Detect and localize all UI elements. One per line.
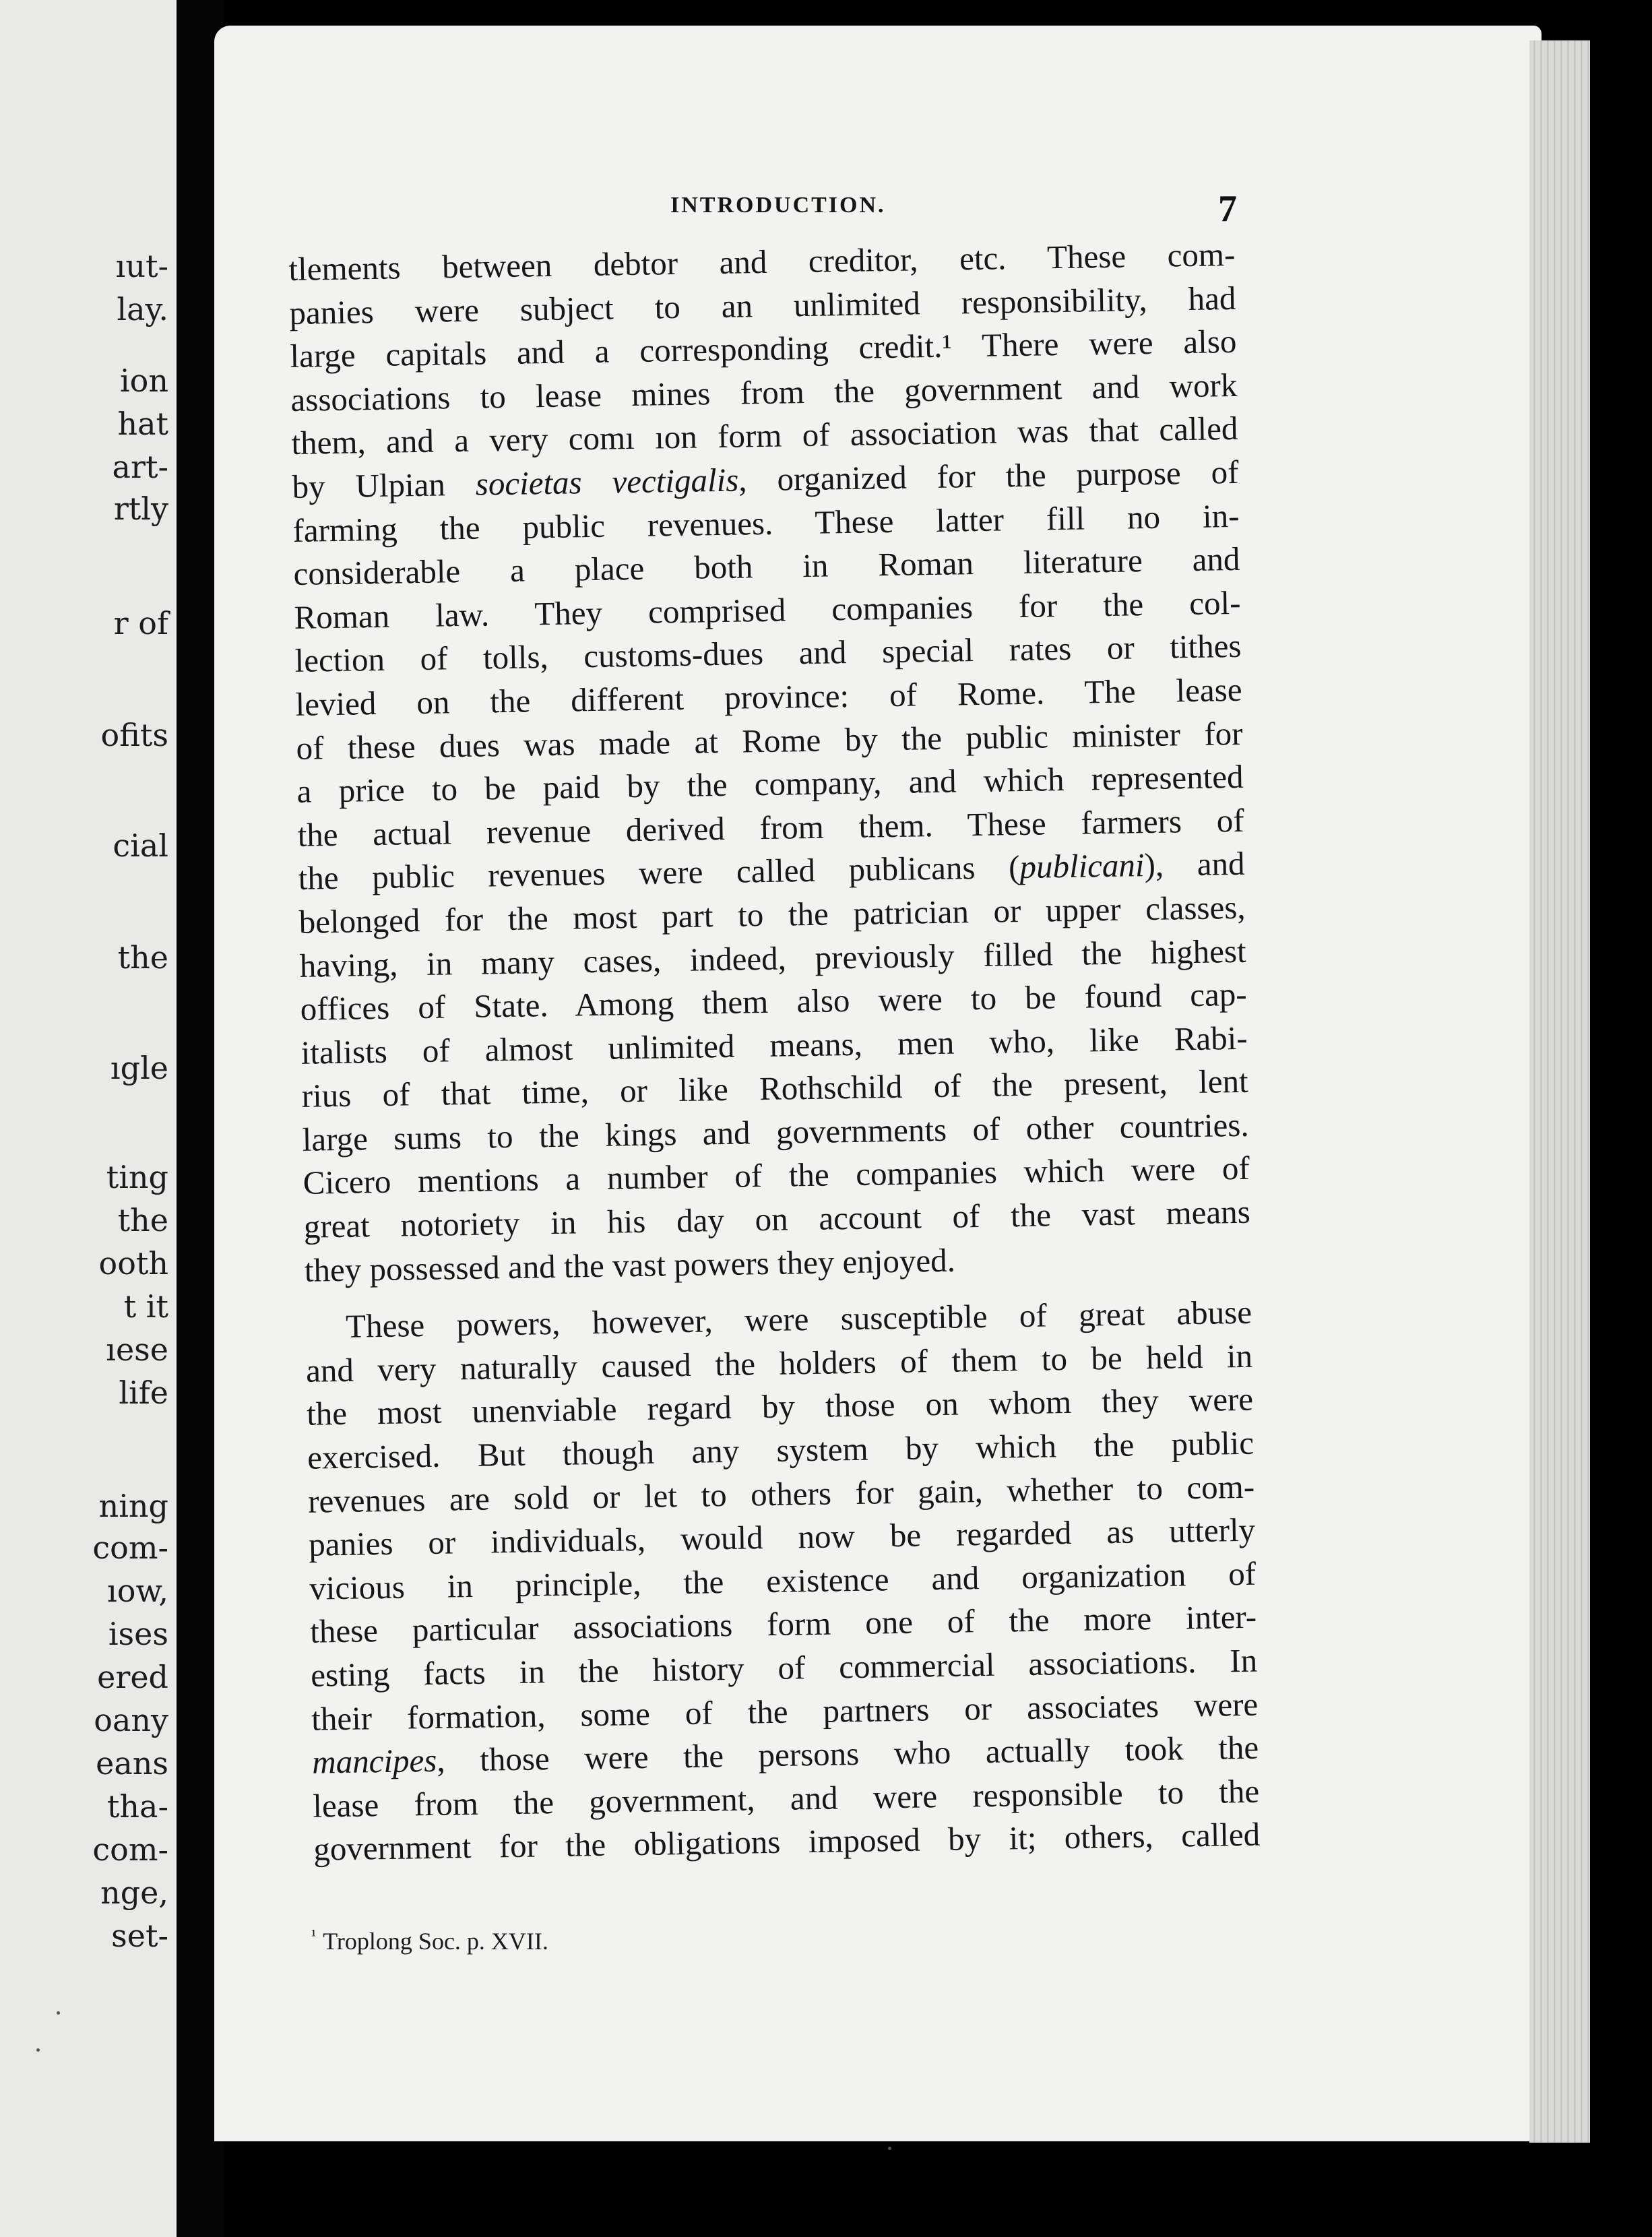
left-page-fragment: ises: [108, 1616, 168, 1652]
text-line: they possessed and the vast powers they enjoyed.: [304, 1241, 956, 1289]
text-line: and very naturally caused the holders of them to be held in: [305, 1337, 1253, 1389]
text-line: them, and a very comı ıon form of association was that called: [291, 410, 1238, 462]
text-line: levied on the different province: of Rome. The lease: [295, 670, 1242, 723]
left-page-fragment: cial: [113, 827, 168, 864]
left-page-fragment: art-: [112, 449, 168, 485]
left-page-fragment: ning: [98, 1488, 168, 1524]
text-line: Cicero mentions a number of the companies which were of: [303, 1149, 1250, 1202]
running-head: INTRODUCTION.: [670, 193, 886, 218]
body-text: [288, 233, 1261, 1872]
text-line: belonged for the most part to the patrician or upper classes,: [298, 888, 1246, 941]
left-page-fragment: ıese: [106, 1331, 168, 1368]
left-page-fragment: nge,: [100, 1874, 168, 1911]
text-line: exercised. But though any system by which the public: [307, 1424, 1254, 1476]
left-facing-page: [0, 0, 177, 2237]
text-line: large sums to the kings and governments of other countries.: [302, 1106, 1250, 1158]
text-line: mancipes, those were the persons who actually took the: [311, 1728, 1259, 1781]
left-page-fragment: lay.: [117, 291, 168, 327]
text-line: Roman law. They comprised companies for the col-: [294, 584, 1241, 636]
left-page-fragment: ofits: [100, 717, 168, 753]
text-line: tlements between debtor and creditor, etc. These com-: [288, 235, 1236, 288]
text-line: the public revenues were called publicans (publicani), and: [298, 845, 1245, 897]
text-line: of these dues was made at Rome by the public minister for: [296, 714, 1243, 767]
text-line: having, in many cases, indeed, previously filled the highest: [299, 932, 1246, 984]
left-page-fragment: tha-: [106, 1788, 168, 1825]
text-line: a price to be paid by the company, and which represented: [296, 757, 1244, 811]
left-page-fragment: ooth: [98, 1245, 168, 1282]
footnote: [311, 1927, 548, 1955]
left-page-fragment: life: [119, 1375, 168, 1411]
text-line: These powers, however, were susceptible of great abuse: [345, 1293, 1252, 1346]
text-line: vicious in principle, the existence and organization of: [309, 1554, 1257, 1607]
footnote-marker: ¹: [311, 1927, 317, 1945]
left-page-fragment: r of: [113, 605, 168, 641]
speck: [57, 2011, 60, 2015]
text-line: panies or individuals, would now be regarded as utterly: [308, 1511, 1256, 1563]
text-line: associations to lease mines from the government and work: [290, 366, 1238, 418]
left-page-fragment: hat: [117, 406, 168, 442]
speck: [36, 2048, 40, 2052]
text-line: considerable a place both in Roman literature and: [293, 540, 1240, 593]
text-line: esting facts in the history of commercial associations. In: [310, 1641, 1258, 1694]
text-line: great notoriety in his day on account of the vast means: [303, 1193, 1251, 1245]
left-page-fragment: ıut-: [115, 248, 168, 284]
left-page-fragment: ıow,: [107, 1573, 168, 1609]
text-line: these particular associations form one of the more inter-: [309, 1598, 1257, 1651]
left-page-fragment: set-: [111, 1918, 168, 1954]
text-line: offices of State. Among them also were to be found cap-: [300, 975, 1248, 1028]
text-line: large capitals and a corresponding credit.¹ There were also: [290, 323, 1237, 375]
page-edges: [1529, 40, 1590, 2143]
text-line: the actual revenue derived from them. These farmers of: [297, 801, 1244, 854]
page-number: 7: [1218, 188, 1237, 230]
footnote-text: Troplong Soc. p. XVII.: [323, 1928, 548, 1955]
left-page-fragment: ıgle: [110, 1050, 168, 1086]
text-line: italists of almost unlimited means, men who, like Rabi-: [300, 1019, 1248, 1071]
text-line: revenues are sold or let to others for gain, whether to com-: [307, 1468, 1255, 1520]
left-page-fragment: com-: [92, 1831, 168, 1868]
left-page-fragment: com-: [92, 1530, 168, 1566]
left-page-fragment: ered: [97, 1659, 168, 1695]
text-line: farming the public revenues. These latter fill no in-: [292, 497, 1240, 549]
left-page-fragment: the: [117, 939, 168, 976]
text-line: government for the obligations imposed by it; others, called: [313, 1816, 1261, 1868]
speck: [888, 2147, 891, 2150]
left-page-fragment: t it: [123, 1288, 168, 1325]
text-line: their formation, some of the partners or associates were: [311, 1685, 1259, 1738]
text-line: the most unenviable regard by those on whom they were: [306, 1381, 1254, 1433]
left-page-fragment: ting: [106, 1159, 168, 1195]
left-page-fragment: eans: [96, 1745, 168, 1782]
text-line: lection of tolls, customs-dues and special rates or tithes: [294, 627, 1242, 680]
text-line: panies were subject to an unlimited responsibility, had: [289, 279, 1236, 332]
text-line: by Ulpian societas vectigalis, organized for the purpose of: [292, 453, 1239, 505]
left-page-fragment: rtly: [113, 491, 168, 527]
left-page-fragment: ion: [119, 363, 168, 399]
text-line: rius of that time, or like Rothschild of the present, lent: [301, 1063, 1249, 1115]
left-page-fragment: oany: [94, 1702, 168, 1738]
left-page-fragment: the: [117, 1202, 168, 1238]
text-line: lease from the government, and were responsible to the: [312, 1772, 1260, 1825]
